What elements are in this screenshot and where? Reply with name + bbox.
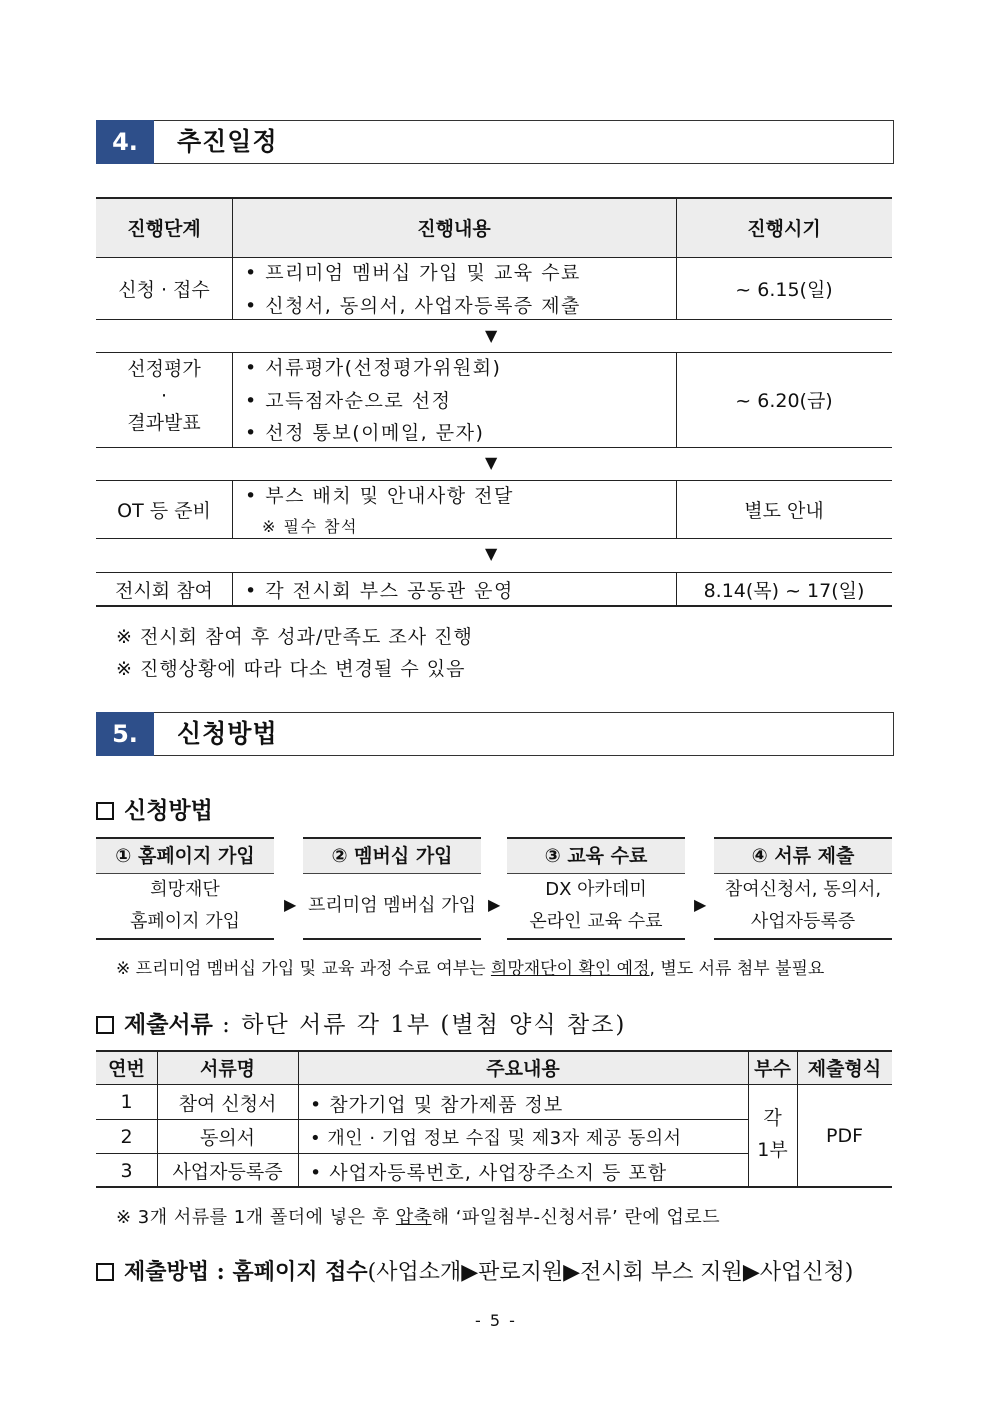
- schedule-row2-period: ~ 6.20(금): [735, 390, 833, 412]
- schedule-row1-stage: 신청 · 접수: [118, 279, 210, 301]
- docs-header-no: 연번: [108, 1058, 145, 1080]
- section-5-header: [96, 712, 894, 756]
- docs-row3-no: 3: [120, 1159, 133, 1182]
- docs-format: PDF: [825, 1124, 864, 1147]
- section-5-title: 신청방법: [177, 719, 278, 748]
- schedule-header-period: 진행시기: [747, 218, 821, 240]
- method-note: ※ 프리미엄 멤버십 가입 및 교육 과정 수료 여부는 희망재단이 확인 예정, 별도 서류 첨부 불필요: [116, 959, 825, 979]
- docs-row2-content: • 개인 · 기업 정보 수집 및 제3자 제공 동의서: [310, 1128, 682, 1149]
- step-1: [96, 837, 274, 940]
- step-arrow-icon: ▶: [694, 895, 707, 914]
- step-2: [303, 837, 481, 940]
- docs-row3-content: • 사업자등록번호, 사업장주소지 등 포함: [310, 1162, 668, 1184]
- step-1-body: 희망재단 홈페이지 가입: [96, 874, 274, 940]
- step-4-title: ④ 서류 제출: [714, 837, 892, 874]
- checkbox-square-icon: [96, 1016, 114, 1034]
- step-3-body: DX 아카데미 온라인 교육 수료: [507, 874, 685, 940]
- schedule-row3-subnote: ※ 필수 참석: [262, 517, 358, 536]
- submit-heading: 제출방법 : 홈페이지 접수(사업소개▶판로지원▶전시회 부스 지원▶사업신청): [96, 1255, 853, 1286]
- step-3-title: ③ 교육 수료: [507, 837, 685, 874]
- section-4-title: 추진일정: [177, 127, 278, 156]
- docs-header-name: 서류명: [199, 1058, 256, 1080]
- docs-header-count: 부수: [754, 1058, 791, 1080]
- schedule-arrow-down-icon: ▼: [485, 544, 498, 563]
- schedule-header-content: 진행내용: [417, 218, 491, 240]
- schedule-note-1: ※ 전시회 참여 후 성과/만족도 조사 진행: [116, 626, 473, 648]
- schedule-row1-period: ~ 6.15(일): [735, 279, 833, 301]
- schedule-row4-stage: 전시회 참여: [115, 579, 213, 602]
- page-number: - 5 -: [475, 1311, 517, 1330]
- schedule-row3-item1: • 부스 배치 및 안내사항 전달: [245, 485, 514, 507]
- step-2-body: 프리미엄 멤버십 가입: [303, 874, 481, 940]
- docs-header-content: 주요내용: [486, 1058, 560, 1080]
- docs-row2-no: 2: [120, 1125, 133, 1148]
- schedule-row1-item2: • 신청서, 동의서, 사업자등록증 제출: [245, 295, 581, 317]
- schedule-row3-stage: OT 등 준비: [117, 499, 211, 522]
- schedule-row2-item3: • 선정 통보(이메일, 문자): [245, 422, 485, 444]
- docs-note: ※ 3개 서류를 1개 폴더에 넣은 후 압축해 ‘파일첨부-신청서류’ 란에 업로드: [116, 1207, 721, 1228]
- step-2-title: ② 멤버십 가입: [303, 837, 481, 874]
- docs-row1-name: 참여 신청서: [178, 1092, 277, 1115]
- checkbox-square-icon: [96, 802, 114, 820]
- schedule-row2-item1: • 서류평가(선정평가위원회): [245, 357, 502, 379]
- docs-row2-name: 동의서: [199, 1127, 256, 1149]
- docs-header-format: 제출형식: [807, 1058, 882, 1080]
- step-arrow-icon: ▶: [488, 895, 501, 914]
- schedule-arrow-down-icon: ▼: [485, 326, 498, 345]
- schedule-row3-period: 별도 안내: [744, 499, 824, 522]
- section-4-number: 4.: [96, 120, 154, 164]
- docs-row3-name: 사업자등록증: [172, 1161, 283, 1183]
- docs-row1-no: 1: [120, 1091, 133, 1113]
- schedule-row1-item1: • 프리미엄 멤버십 가입 및 교육 수료: [245, 262, 581, 284]
- section-4-header: [96, 120, 894, 164]
- step-3: [507, 837, 685, 940]
- section-5-number: 5.: [96, 712, 154, 756]
- step-arrow-icon: ▶: [284, 895, 297, 914]
- schedule-header-stage: 진행단계: [127, 218, 201, 240]
- step-4-body: 참여신청서, 동의서, 사업자등록증: [714, 874, 892, 940]
- docs-heading: 제출서류 : 하단 서류 각 1부 (별첨 양식 참조): [96, 1006, 626, 1039]
- docs-row1-content: • 참가기업 및 참가제품 정보: [310, 1094, 564, 1116]
- schedule-row2-item2: • 고득점자순으로 선정: [245, 390, 452, 412]
- checkbox-square-icon: [96, 1263, 114, 1281]
- method-heading: 신청방법: [96, 792, 213, 825]
- schedule-row4-period: 8.14(목) ~ 17(일): [703, 579, 865, 602]
- step-1-title: ① 홈페이지 가입: [96, 837, 274, 874]
- docs-count: 각 1부: [757, 1107, 788, 1161]
- step-4: [714, 837, 892, 940]
- schedule-arrow-down-icon: ▼: [485, 453, 498, 472]
- schedule-row4-item1: • 각 전시회 부스 공동관 운영: [245, 580, 514, 602]
- schedule-row2-stage: 선정평가 · 결과발표: [127, 358, 201, 434]
- schedule-note-2: ※ 진행상황에 따라 다소 변경될 수 있음: [116, 658, 466, 680]
